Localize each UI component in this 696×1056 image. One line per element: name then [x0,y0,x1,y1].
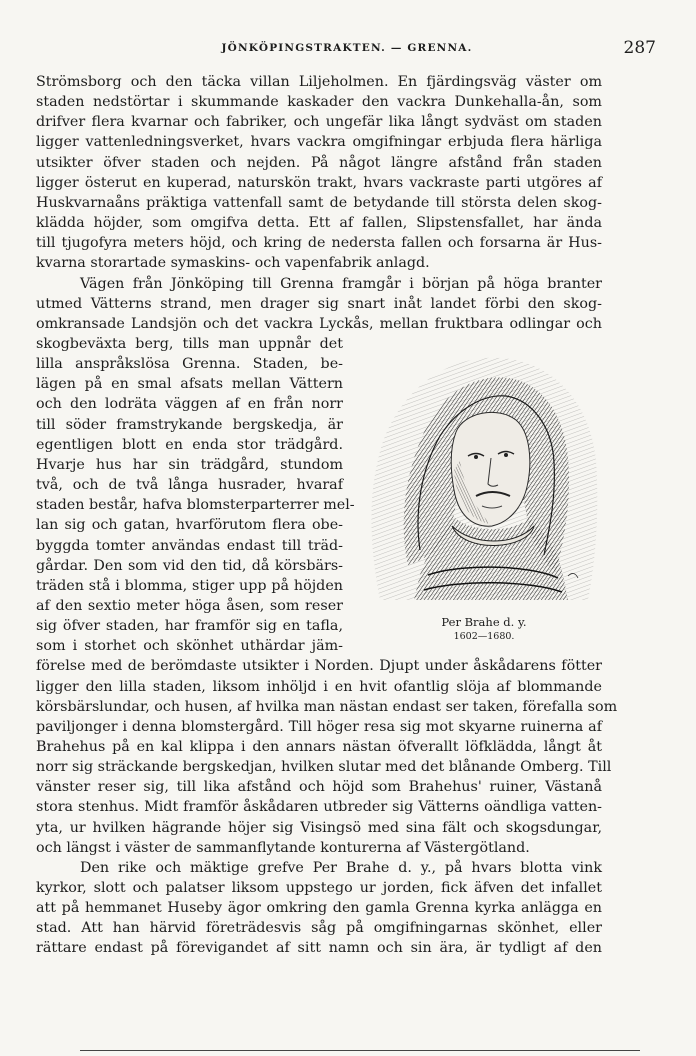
text-line: staden nedstörtar i skummande kaskader den vackra Dunkehalla-ån, som [36,94,602,111]
running-head: JÖNKÖPINGSTRAKTEN. — GRENNA. [221,42,473,54]
text-line: utmed Vätterns strand, men drager sig snart inåt landet förbi den skog- [36,295,602,312]
portrait-years: 1602—1680. [453,631,515,642]
portrait-engraving [368,350,600,600]
text-line: två, och de två långa husrader, hvaraf [36,477,343,493]
text-line: kyrkor, slott och palatser liksom uppstego ur jorden, fick äfven det infallet [36,880,602,896]
text-line: ligger vattenledningsverket, hvars vackra omgifningar erbjuda flera härliga [36,134,602,151]
text-line: ligger den lilla staden, liksom inhöljd i en hvit ofantlig slöja af blommande [36,678,602,695]
text-line: Huskvarnaåns präktiga vattenfall samt de betydande till största delen skog- [36,194,602,211]
text-line: Hvarje hus har sin trädgård, stundom [36,456,343,473]
text-line: Strömsborg och den täcka villan Liljeholmen. En fjärdingsväg väster om [36,74,602,90]
text-line: lägen på en smal afsats mellan Vättern [36,376,343,393]
text-line: som i storhet och skönhet uthärdar jäm- [36,638,343,655]
text-line: körsbärslundar, och husen, af hvilka man nästan endast ser taken, förefalla som [36,698,618,715]
text-line: stad. Att han härvid företrädesvis såg på omgifningarnas skönhet, eller [36,920,602,937]
text-line: Vägen från Jönköping till Grenna framgår i början på höga branter [80,275,602,292]
text-line: skogbeväxta berg, tills man uppnår det [36,335,343,352]
text-line: yta, ur hvilken hägrande höjer sig Visingsö med sina fält och skogsdungar, [36,819,602,836]
text-line: utsikter öfver staden och nejden. På något längre afstånd från staden [36,154,602,171]
text-line: förelse med de berömdaste utsikter i Norden. Djupt under åskådarens fötter [36,658,602,675]
text-line: till söder framstrykande bergskedja, är [36,416,343,433]
text-line: sig öfver staden, har framför sig en tafla, [36,618,343,634]
text-line: Den rike och mäktige grefve Per Brahe d. y., på hvars blotta vink [80,859,602,876]
text-line: vänster reser sig, till lika afstånd och höjd som Brahehus' ruiner, Västanå [36,779,602,796]
text-line: drifver flera kvarnar och fabriker, och ungefär lika långt sydväst om staden [36,114,602,131]
portrait-figure [368,350,600,600]
page-number: 287 [623,38,656,58]
text-line: gårdar. Den som vid den tid, då körsbärs- [36,557,343,574]
text-line: träden stå i blomma, stiger upp på höjden [36,577,343,594]
text-line: klädda höjder, som omgifva detta. Ett af fallen, Slipstensfallet, har ända [36,215,602,231]
text-line: ligger österut en kuperad, naturskön trakt, hvars vackraste parti utgöres af [36,174,602,191]
text-line: lan sig och gatan, hvarförutom flera obe- [36,517,343,534]
text-line: staden består, hafva blomsterparterrer mel- [36,497,355,514]
text-line: Brahehus på en kal klippa i den annars nästan öfverallt löfklädda, långt åt [36,738,602,755]
text-line: egentligen blott en enda stor trädgård. [36,436,343,453]
text-line: norr sig sträckande bergskedjan, hvilken slutar med det blånande Omberg. Till [36,759,612,776]
page-header [36,38,658,62]
text-line: byggda tomter användas endast till träd- [36,537,343,554]
portrait-caption: Per Brahe d. y. [441,615,527,629]
text-line: och den lodräta väggen af en från norr [36,396,343,413]
text-line: kvarna storartade symaskins- och vapenfabrik anlagd. [36,255,430,272]
text-line: att på hemmanet Huseby ägor omkring den gamla Grenna kyrka anlägga en [36,900,602,917]
text-line: rättare endast på förevigandet af sitt namn och sin ära, är tydligt af den [36,940,602,957]
text-line: till tjugofyra meters höjd, och kring de nedersta fallen och forsarna är Hus- [36,235,602,252]
text-line: af den sextio meter höga åsen, som reser [36,597,343,614]
text-line: stora stenhus. Midt framför åskådaren utbreder sig Vätterns oändliga vatten- [36,799,602,816]
text-line: och längst i väster de sammanflytande konturerna af Västergötland. [36,839,530,856]
text-line: paviljonger i denna blomstergård. Till höger resa sig mot skyarne ruinerna af [36,718,602,735]
text-line: omkransade Landsjön och det vackra Lyckås, mellan fruktbara odlingar och [36,315,602,332]
bottom-rule [80,1050,640,1051]
text-line: lilla anspråkslösa Grenna. Staden, be- [36,356,343,373]
